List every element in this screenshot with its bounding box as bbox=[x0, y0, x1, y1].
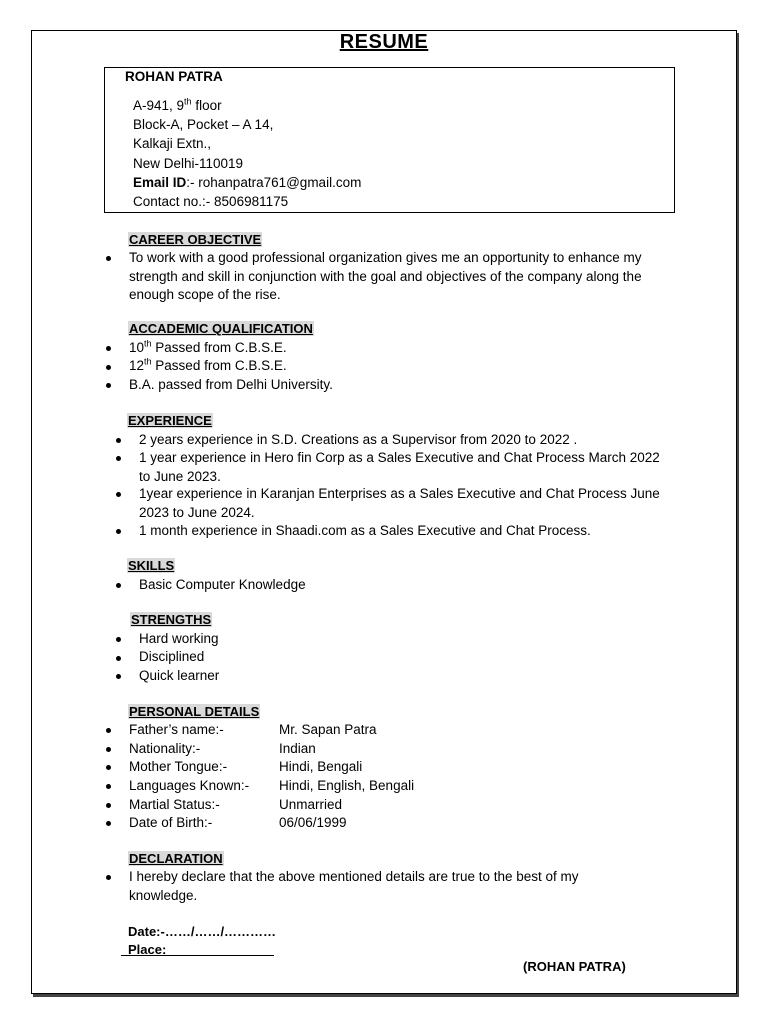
strength-item: Hard working bbox=[139, 631, 219, 646]
experience-item: 1 month experience in Shaadi.com as a Sales Executive and Chat Process. bbox=[139, 523, 591, 538]
address-line-4: New Delhi-110019 bbox=[133, 155, 244, 171]
career-objective-text: To work with a good professional organization gives me an opportunity to enhance my strength and skill in conjunction with the goal and objectives of the company along the enough scope of the rise. bbox=[129, 250, 642, 303]
personal-row: Father’s name:- Mr. Sapan Patra bbox=[129, 722, 377, 737]
academic-item: 10th Passed from C.B.S.E. bbox=[129, 338, 287, 355]
address-line-2: Block-A, Pocket – A 14, bbox=[133, 117, 274, 133]
candidate-name: ROHAN PATRA bbox=[125, 69, 223, 84]
bullet bbox=[116, 529, 121, 534]
bullet bbox=[106, 346, 111, 351]
experience-item: 1 year experience in Hero fin Corp as a Sales Executive and Chat Process March 2022 to June 2023. bbox=[139, 450, 660, 484]
bullet bbox=[106, 383, 111, 388]
experience-item: 1year experience in Karanjan Enterprises as a Sales Executive and Chat Process June 2023 to June 2024. bbox=[139, 486, 660, 520]
bullet bbox=[106, 765, 111, 770]
academic-heading: ACCADEMIC QUALIFICATION bbox=[129, 321, 313, 336]
skill-item: Basic Computer Knowledge bbox=[139, 577, 306, 592]
bullet bbox=[116, 438, 121, 443]
experience-heading: EXPERIENCE bbox=[128, 413, 212, 428]
bullet bbox=[106, 365, 111, 370]
page-title: RESUME bbox=[339, 31, 429, 53]
experience-item: 2 years experience in S.D. Creations as a Supervisor from 2020 to 2022 . bbox=[139, 432, 578, 447]
bullet bbox=[106, 821, 111, 826]
address-line-3: Kalkaji Extn., bbox=[133, 136, 212, 152]
personal-row: Date of Birth:- 06/06/1999 bbox=[129, 815, 347, 830]
strength-item: Disciplined bbox=[139, 649, 205, 664]
academic-item: B.A. passed from Delhi University. bbox=[129, 377, 333, 392]
personal-row: Nationality:- Indian bbox=[129, 741, 316, 756]
place-field: Place: bbox=[128, 942, 167, 957]
address-block bbox=[133, 96, 361, 211]
bullet bbox=[116, 456, 121, 461]
bullet bbox=[116, 583, 121, 588]
bullet bbox=[106, 728, 111, 733]
personal-details-heading: PERSONAL DETAILS bbox=[129, 704, 260, 719]
bullet bbox=[106, 747, 111, 752]
signature-name: (ROHAN PATRA) bbox=[523, 959, 626, 974]
bullet bbox=[116, 656, 121, 661]
bullet bbox=[116, 637, 121, 642]
skills-heading: SKILLS bbox=[128, 558, 175, 573]
strengths-heading: STRENGTHS bbox=[131, 612, 212, 627]
bullet bbox=[106, 784, 111, 789]
bullet bbox=[106, 803, 111, 808]
date-field: Date:-……/……/………… bbox=[128, 924, 277, 939]
bullet bbox=[116, 492, 121, 497]
place-underline bbox=[121, 955, 274, 956]
bullet bbox=[106, 875, 111, 880]
personal-row: Martial Status:- Unmarried bbox=[129, 797, 343, 812]
contact-line: Contact no.:- 8506981175 bbox=[133, 194, 289, 210]
bullet bbox=[106, 256, 111, 261]
declaration-text: I hereby declare that the above mentioned details are true to the best of my knowledge. bbox=[129, 869, 579, 903]
email-line: Email ID:- rohanpatra761@gmail.com bbox=[133, 174, 362, 190]
address-line-1: A-941, 9th floor bbox=[133, 96, 222, 113]
academic-item: 12th Passed from C.B.S.E. bbox=[129, 356, 287, 373]
personal-row: Mother Tongue:- Hindi, Bengali bbox=[129, 759, 363, 774]
strength-item: Quick learner bbox=[139, 668, 220, 683]
career-objective-heading: CAREER OBJECTIVE bbox=[129, 232, 262, 247]
bullet bbox=[116, 674, 121, 679]
declaration-heading: DECLARATION bbox=[129, 851, 223, 866]
personal-row: Languages Known:- Hindi, English, Bengali bbox=[129, 778, 415, 793]
